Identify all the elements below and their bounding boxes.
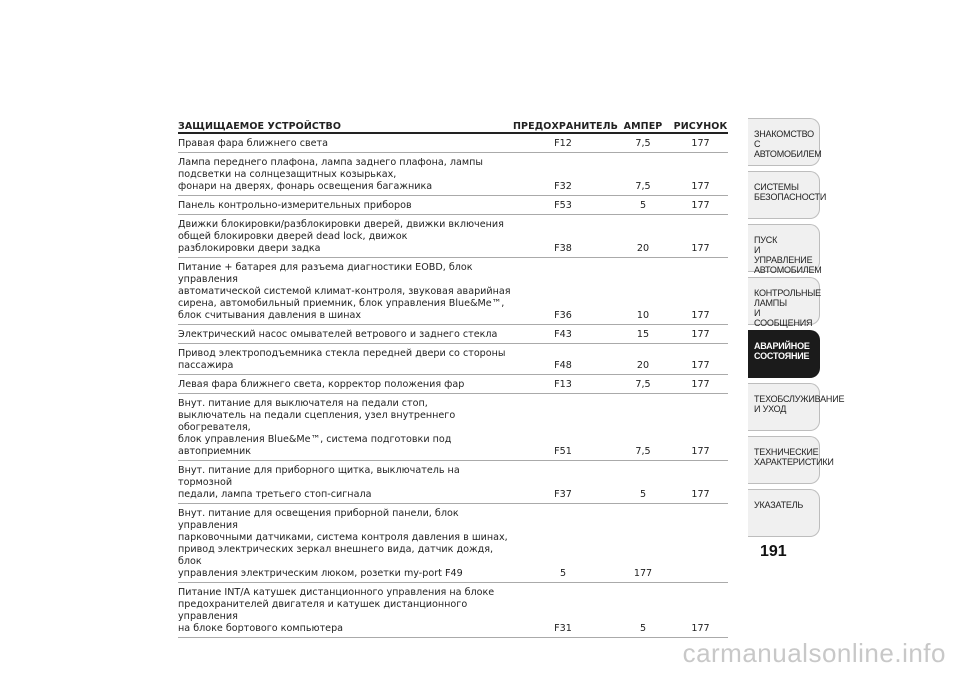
cell-device: Привод электроподъемника стекла передней двери со стороны пассажира [178,348,506,371]
cell-device: Лампа переднего плафона, лампа заднего плафона, лампы подсветки на солнцезащитных козырьках, фонари на дверях, фонарь освещения багажника [178,157,483,192]
cell-amp: 20 [636,243,650,254]
watermark: carmanualsonline.info [682,638,946,668]
page-number: 191 [760,543,787,560]
header-amp: АМПЕР [623,121,663,132]
cell-device: Панель контрольно-измерительных приборов [178,200,412,211]
cell-device: Левая фара ближнего света, корректор положения фар [178,379,465,390]
cell-figure: 177 [691,360,710,371]
tab-section-2[interactable]: СИСТЕМЫ БЕЗОПАСНОСТИ [748,171,820,219]
cell-amp: 7,5 [635,181,651,192]
table-header [178,114,728,134]
table-row [178,196,728,215]
cell-device: Внут. питание для приборного щитка, выключатель на тормозной педали, лампа третьего стоп-сигнала [178,465,460,500]
cell-amp: 5 [639,489,647,500]
cell-fuse: F53 [554,200,572,211]
tab-section-3[interactable]: ПУСК И УПРАВЛЕНИЕ АВТОМОБИЛЕМ [748,224,820,272]
cell-amp: 20 [636,360,650,371]
cell-device: Электрический насос омывателей ветрового и заднего стекла [178,329,498,340]
cell-figure: 177 [691,200,710,211]
cell-figure: 177 [691,623,710,634]
table-row [178,153,728,196]
table-row [178,504,728,583]
cell-fuse: F32 [554,181,572,192]
tab-section-1[interactable]: ЗНАКОМСТВО С АВТОМОБИЛЕМ [748,118,820,166]
cell-amp: 10 [636,310,650,321]
tab-section-7[interactable]: ТЕХНИЧЕСКИЕ ХАРАКТЕРИСТИКИ [748,436,820,484]
cell-amp: 7,5 [635,446,651,457]
cell-fuse: F36 [554,310,572,321]
cell-fuse: F48 [554,360,572,371]
table-row [178,215,728,258]
cell-device: Питание + батарея для разъема диагностики EOBD, блок управления автоматической системой климат-контроля, звуковая аварийная сирена, автомобильный приемник, блок управления Blue&Me™, блок считывания давления в шинах [178,262,511,321]
cell-fuse: F38 [554,243,572,254]
table-row [178,461,728,504]
cell-fuse: F12 [554,138,572,149]
cell-figure: 177 [691,243,710,254]
cell-figure: 177 [691,181,710,192]
cell-figure: 177 [691,489,710,500]
cell-figure: 177 [691,138,710,149]
tab-section-8[interactable]: УКАЗАТЕЛЬ [748,489,820,537]
cell-fuse: F51 [554,446,572,457]
cell-amp: 5 [639,200,647,211]
table-row [178,344,728,375]
cell-fuse: F13 [554,379,572,390]
tab-section-4[interactable]: КОНТРОЛЬНЫЕ ЛАМПЫ И СООБЩЕНИЯ [748,277,820,325]
cell-amp: 7,5 [635,138,651,149]
cell-fuse: 5 [559,568,567,579]
table-row [178,325,728,344]
cell-figure: 177 [691,329,710,340]
cell-figure: 177 [691,310,710,321]
cell-device: Внут. питание для освещения приборной панели, блок управления парковочными датчиками, система контроля давления в шинах, привод электрических зеркал внешнего вида, датчик дождя, блок управления электрическим люком, розетки my-port F49 [178,508,508,579]
tab-section-6[interactable]: ТЕХОБСЛУЖИВАНИЕ И УХОД [748,383,820,431]
table-row [178,258,728,325]
cell-amp: 7,5 [635,379,651,390]
table-body [178,134,728,638]
header-device: ЗАЩИЩАЕМОЕ УСТРОЙСТВО [178,121,342,132]
table-row [178,394,728,461]
table-row [178,134,728,153]
table-row [178,583,728,638]
header-fuse: ПРЕДОХРАНИТЕЛЬ [513,121,618,132]
cell-fuse: F31 [554,623,572,634]
tab-section-5[interactable]: АВАРИЙНОЕ СОСТОЯНИЕ [748,330,820,378]
cell-device: Правая фара ближнего света [178,138,328,149]
cell-figure: 177 [691,446,710,457]
section-tabs [748,118,845,542]
table-row [178,375,728,394]
cell-amp: 5 [639,623,647,634]
cell-device: Движки блокировки/разблокировки дверей, движки включения общей блокировки дверей dead lock, движок разблокировки двери задка [178,219,504,254]
fuse-table [178,114,728,638]
cell-amp: 177 [633,568,653,579]
cell-amp: 15 [636,329,650,340]
cell-fuse: F37 [554,489,572,500]
cell-device: Питание INT/A катушек дистанционного управления на блоке предохранителей двигателя и катушек дистанционного управления на блоке бортового компьютера [178,587,495,634]
cell-fuse: F43 [554,329,572,340]
cell-figure: 177 [691,379,710,390]
cell-device: Внут. питание для выключателя на педали стоп, выключатель на педали сцепления, узел внутреннего обогревателя, блок управления Blue&Me™, система подготовки под автоприемник [178,398,456,457]
header-figure: РИСУНОК [673,121,728,132]
